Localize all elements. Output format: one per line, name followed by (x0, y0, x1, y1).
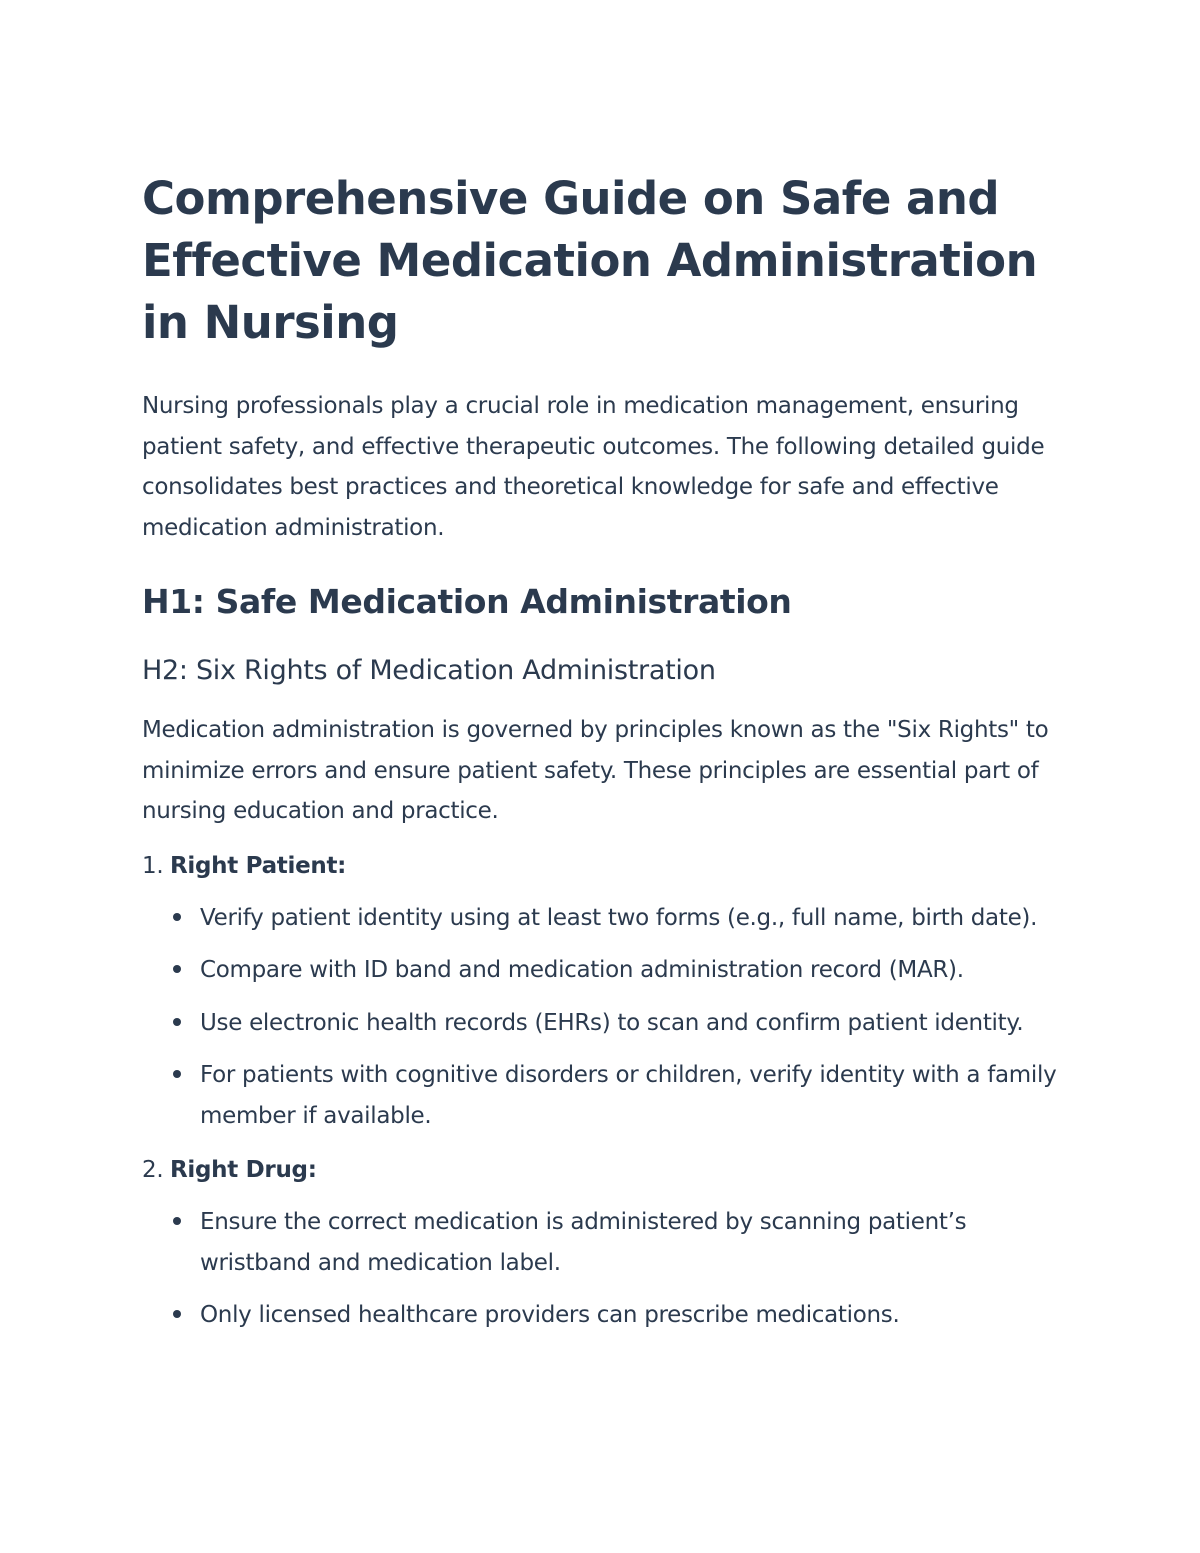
bullet-icon (173, 1310, 181, 1318)
bullet-icon (173, 1070, 181, 1078)
list-item-text: Ensure the correct medication is administered by scanning patient’s wristband and medication label. (200, 1209, 967, 1276)
list-item-text: Only licensed healthcare providers can prescribe medications. (200, 1302, 900, 1328)
list-item (142, 1055, 1062, 1136)
item-suffix: : (337, 852, 347, 879)
bullet-icon (173, 1217, 181, 1225)
item-number: 1. (142, 852, 164, 879)
bullet-list-right-drug (142, 1202, 1062, 1336)
section-heading-h2: H2: Six Rights of Medication Administration (142, 655, 716, 686)
list-item (142, 1003, 1062, 1044)
intro-paragraph: Nursing professionals play a crucial role in medication management, ensuring patient safety, and effective therapeutic outcomes. The following detailed guide consolidates best practices and theoretical knowledge for safe and effective medication administration. (142, 393, 1045, 541)
section-heading-h1: H1: Safe Medication Administration (142, 582, 792, 621)
numbered-item-right-patient (142, 848, 1062, 884)
bullet-list-right-patient (142, 898, 1062, 1137)
bullet-icon (173, 965, 181, 973)
document-page (142, 168, 1062, 1348)
body-paragraph: Medication administration is governed by principles known as the "Six Rights" to minimize errors and ensure patient safety. These principles are essential part of nursing education and practice. (142, 717, 1049, 824)
list-item-text: For patients with cognitive disorders or children, verify identity with a family member if available. (200, 1062, 1057, 1129)
list-item (142, 898, 1062, 939)
list-item (142, 950, 1062, 991)
list-item-text: Verify patient identity using at least two forms (e.g., full name, birth date). (200, 904, 1038, 931)
bullet-icon (173, 913, 181, 921)
list-item-text: Use electronic health records (EHRs) to scan and confirm patient identity. (200, 1009, 1024, 1036)
bullet-icon (173, 1018, 181, 1026)
document-title: Comprehensive Guide on Safe and Effective Medication Administration in Nursing (142, 172, 1038, 349)
item-number: 2. (142, 1157, 164, 1183)
item-label: Right Drug (170, 1157, 308, 1183)
numbered-item-right-drug (142, 1152, 1062, 1188)
item-label: Right Patient (170, 852, 338, 879)
item-suffix: : (307, 1157, 317, 1183)
list-item (142, 1202, 1062, 1283)
list-item-text: Compare with ID band and medication administration record (MAR). (200, 957, 964, 983)
list-item (142, 1295, 1062, 1336)
